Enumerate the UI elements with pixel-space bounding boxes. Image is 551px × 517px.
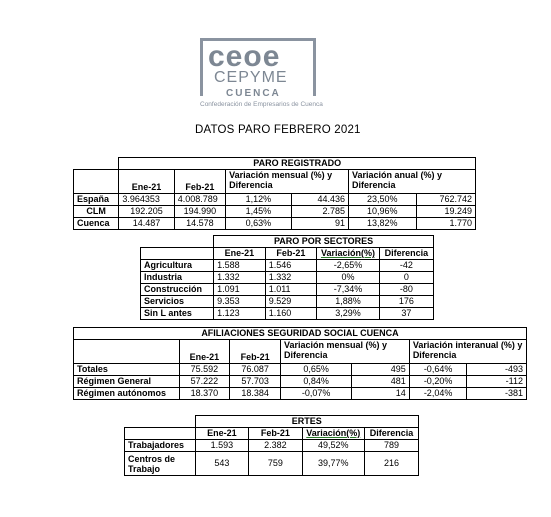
cell-jan: 1.123 [214,308,266,320]
col-header-variacion-mensual: Variación mensual (%) y Diferencia [280,340,409,364]
cell-mensual-pct: 0,84% [280,376,351,388]
table-row [141,308,434,320]
ceoe-cepyme-logo [200,38,323,112]
cell-feb: 1.160 [265,308,316,320]
afiliaciones-title: AFILIACIONES SEGURIDAD SOCIAL CUENCA [74,328,527,340]
cell-jan: 543 [195,452,249,476]
col-header-variacion [302,428,365,440]
cell-feb: 9.529 [265,296,316,308]
cell-feb: 57.703 [230,376,281,388]
cell-feb: 1.332 [265,272,316,284]
cell-feb: 759 [249,452,302,476]
cell-interanual-pct: -2,04% [409,388,467,400]
logo-cuenca-text: CUENCA [226,88,281,99]
cell-anual-pct: 23,50% [349,194,417,206]
ertes-title: ERTES [195,416,418,428]
cell-diferencia: 37 [379,308,433,320]
table-row [141,272,434,284]
col-header-variacion [317,248,380,260]
cell-diferencia: -42 [379,260,433,272]
empty-header-cell [74,170,119,194]
cell-jan: 192.205 [119,206,174,218]
row-label: CLM [74,206,119,218]
cell-jan: 9.353 [214,296,266,308]
row-label: Régimen autónomos [74,388,180,400]
cell-variacion: 1,88% [317,296,380,308]
cell-variacion: 0% [317,272,380,284]
cell-feb: 14.578 [174,218,225,230]
cell-interanual-diff: -112 [467,376,527,388]
cell-mensual-diff: 44.436 [291,194,348,206]
cell-feb: 1.011 [265,284,316,296]
col-header-diferencia: Diferencia [379,248,433,260]
cell-diferencia: 216 [365,452,419,476]
cell-jan: 1.091 [214,284,266,296]
cell-jan: 57.222 [179,376,230,388]
cell-feb: 194.990 [174,206,225,218]
table-row [125,452,419,476]
cell-jan: 3.964353 [119,194,174,206]
row-label: España [74,194,119,206]
cell-diferencia: 0 [379,272,433,284]
col-header-feb: Feb-21 [265,248,316,260]
table-row [125,440,419,452]
cell-mensual-pct: 1,45% [226,206,291,218]
cell-mensual-diff: 91 [291,218,348,230]
cell-interanual-pct: -0,64% [409,364,467,376]
row-label: Centros de Trabajo [125,452,196,476]
table-row [74,388,527,400]
cell-feb: 2.382 [249,440,302,452]
cell-mensual-pct: 1,12% [226,194,291,206]
paro-registrado-title: PARO REGISTRADO [119,158,476,170]
cell-jan: 75.592 [179,364,230,376]
cell-jan: 1.593 [195,440,249,452]
row-label: Régimen General [74,376,180,388]
paro-sectores-table [140,235,434,320]
row-label: Totales [74,364,180,376]
table-row [74,218,476,230]
col-header-jan: Ene-21 [195,428,249,440]
variacion-label: Variación(%) [320,248,375,258]
table-row [74,206,476,218]
col-header-feb: Feb-21 [249,428,302,440]
cell-variacion: 39,77% [302,452,365,476]
row-label: Industria [141,272,214,284]
col-header-variacion-mensual: Variación mensual (%) y Diferencia [226,170,349,194]
cell-diferencia: 789 [365,440,419,452]
empty-header-cell [141,248,214,260]
cell-interanual-diff: -381 [467,388,527,400]
cell-anual-pct: 13,82% [349,218,417,230]
col-header-variacion-interanual: Variación interanual (%) y Diferencia [409,340,526,364]
cell-variacion: 3,29% [317,308,380,320]
logo-cepyme-text: CEPYME [214,69,288,86]
col-header-feb: Feb-21 [230,340,281,364]
row-label: Trabajadores [125,440,196,452]
cell-mensual-pct: -0,07% [280,388,351,400]
cell-mensual-diff: 14 [352,388,409,400]
cell-interanual-diff: -493 [467,364,527,376]
afiliaciones-table [73,327,527,400]
col-header-jan: Ene-21 [119,170,174,194]
cell-mensual-diff: 481 [352,376,409,388]
col-header-feb: Feb-21 [174,170,225,194]
cell-diferencia: 176 [379,296,433,308]
paro-sectores-title: PARO POR SECTORES [214,236,434,248]
empty-header-cell [125,428,196,440]
table-row [74,194,476,206]
variacion-label: Variación(%) [306,428,361,438]
table-row [74,376,527,388]
cell-diferencia: -80 [379,284,433,296]
cell-variacion: -7,34% [317,284,380,296]
cell-mensual-pct: 0,65% [280,364,351,376]
row-label: Construcción [141,284,214,296]
cell-feb: 1.546 [265,260,316,272]
table-row [141,296,434,308]
ertes-table [124,415,419,476]
cell-feb: 18.384 [230,388,281,400]
table-row [141,284,434,296]
cell-variacion: -2,65% [317,260,380,272]
col-header-jan: Ene-21 [214,248,266,260]
cell-feb: 4.008.789 [174,194,225,206]
cell-mensual-diff: 495 [352,364,409,376]
row-label: Cuenca [74,218,119,230]
cell-jan: 18.370 [179,388,230,400]
cell-jan: 14.487 [119,218,174,230]
cell-variacion: 49,52% [302,440,365,452]
cell-anual-diff: 19.249 [416,206,475,218]
cell-jan: 1.332 [214,272,266,284]
empty-cell [125,416,196,428]
cell-anual-diff: 1.770 [416,218,475,230]
cell-anual-diff: 762.742 [416,194,475,206]
col-header-jan: Ene-21 [179,340,230,364]
cell-jan: 1.588 [214,260,266,272]
table-row [141,260,434,272]
paro-registrado-table [73,157,476,230]
col-header-variacion-anual: Variación anual (%) y Diferencia [349,170,476,194]
cell-feb: 76.087 [230,364,281,376]
cell-interanual-pct: -0,20% [409,376,467,388]
cell-anual-pct: 10,96% [349,206,417,218]
col-header-diferencia: Diferencia [365,428,419,440]
logo-ceoe-text: ceoe [208,40,281,73]
row-label: Sin L antes [141,308,214,320]
row-label: Agricultura [141,260,214,272]
empty-header-cell [74,340,180,364]
cell-mensual-diff: 2.785 [291,206,348,218]
empty-cell [74,158,119,170]
row-label: Servicios [141,296,214,308]
logo-subtitle: Confederación de Empresarios de Cuenca [200,101,323,108]
empty-cell [141,236,214,248]
table-row [74,364,527,376]
cell-mensual-pct: 0,63% [226,218,291,230]
page-title: DATOS PARO FEBRERO 2021 [195,124,361,136]
